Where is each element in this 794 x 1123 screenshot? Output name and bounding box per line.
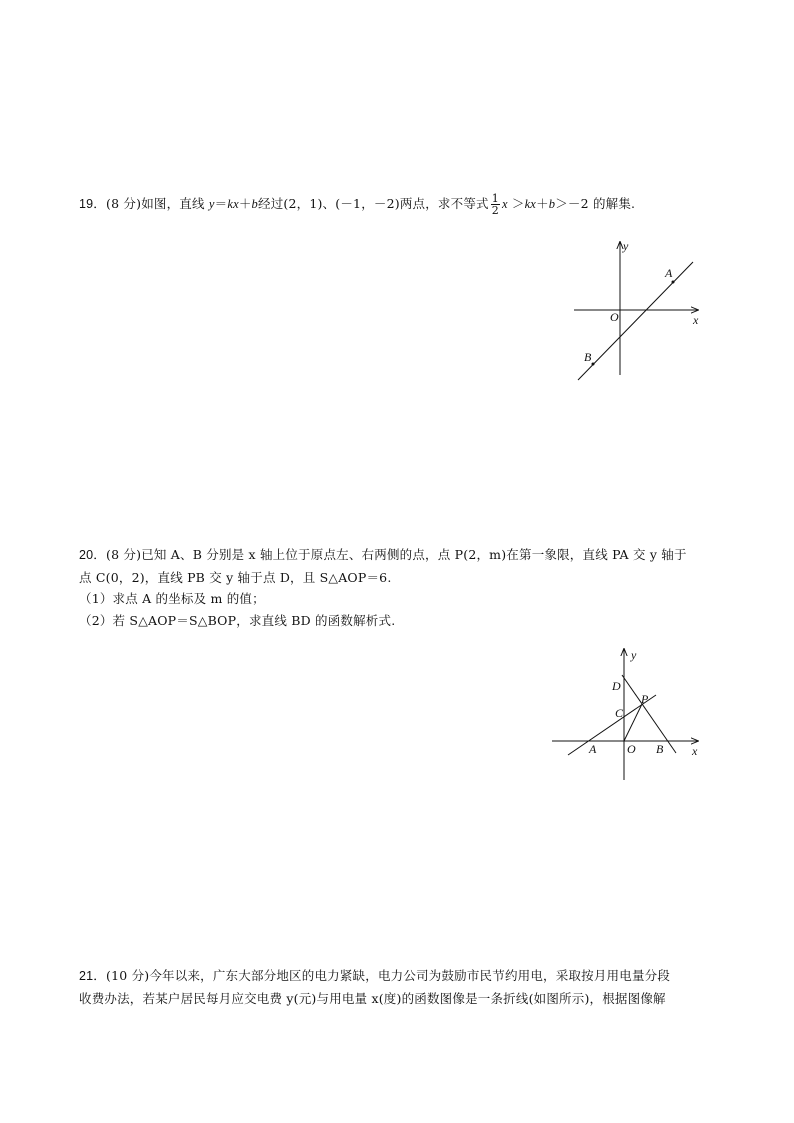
q19-score: (8 分) — [106, 196, 142, 211]
label-d: D — [612, 679, 621, 693]
q20-subquestion-2: （2）若 S△AOP＝S△BOP，求直线 BD 的函数解析式. — [79, 613, 396, 628]
q19-inequality: x — [501, 197, 508, 211]
q19-figure — [570, 238, 730, 388]
point-b — [592, 363, 595, 366]
q19-number: 19． — [79, 197, 107, 211]
point-a — [672, 281, 675, 284]
label-a: A — [665, 266, 673, 280]
line-ab — [578, 262, 693, 380]
label-origin: O — [610, 310, 619, 324]
label-c: C — [615, 706, 624, 720]
label-p: P — [641, 692, 649, 706]
q20-line-2: 点 C(0，2)，直线 PB 交 y 轴于点 D，且 S△AOP＝6. — [79, 570, 392, 585]
label-a: A — [589, 742, 597, 756]
q20-subquestion-1: （1）求点 A 的坐标及 m 的值； — [79, 591, 265, 606]
q19-line-1: 19．(8 分)如图，直线 y＝kx＋b经过(2，1)、(－1，－2)两点，求不等式 $\frac{1}{2}$ x ＞kx＋b＞－2 的解集. — [79, 192, 636, 217]
label-b: B — [656, 742, 664, 756]
label-b: B — [584, 350, 592, 364]
q20-figure — [548, 645, 718, 785]
label-x: x — [693, 313, 699, 327]
q21-score: (10 分) — [106, 968, 150, 983]
label-y: y — [631, 648, 637, 662]
q21-line-1 — [79, 968, 670, 984]
fraction-denominator: 2 — [491, 204, 499, 217]
label-y: y — [623, 239, 629, 253]
q19-equation: y — [208, 197, 215, 211]
label-origin: O — [627, 742, 636, 756]
fraction-numerator: 1 — [491, 192, 499, 205]
q19-text-2: 经过(2，1)、(－1，－2)两点，求不等式 — [258, 196, 489, 211]
q19-text-1: 如图，直线 — [141, 196, 209, 211]
q21-line-2: 收费办法，若某户居民每月应交电费 y(元)与用电量 x(度)的函数图像是一条折线(如图所示)，根据图像解 — [79, 991, 666, 1006]
q21-number: 21． — [79, 969, 107, 983]
label-x: x — [692, 744, 698, 758]
q21-text-1: 今年以来，广东大部分地区的电力紧缺，电力公司为鼓励市民节约用电，采取按月用电量分段 — [149, 968, 671, 983]
q20-number: 20． — [79, 548, 107, 562]
q20-score: (8 分) — [106, 547, 142, 562]
q20-text-1: 已知 A、B 分别是 x 轴上位于原点左、右两侧的点，点 P(2，m)在第一象限，直线 PA 交 y 轴于 — [141, 547, 687, 562]
q19-text-3: 的解集. — [592, 196, 636, 211]
segment-op — [624, 704, 642, 741]
q20-line-1 — [79, 547, 687, 563]
q19-fraction — [491, 193, 500, 216]
